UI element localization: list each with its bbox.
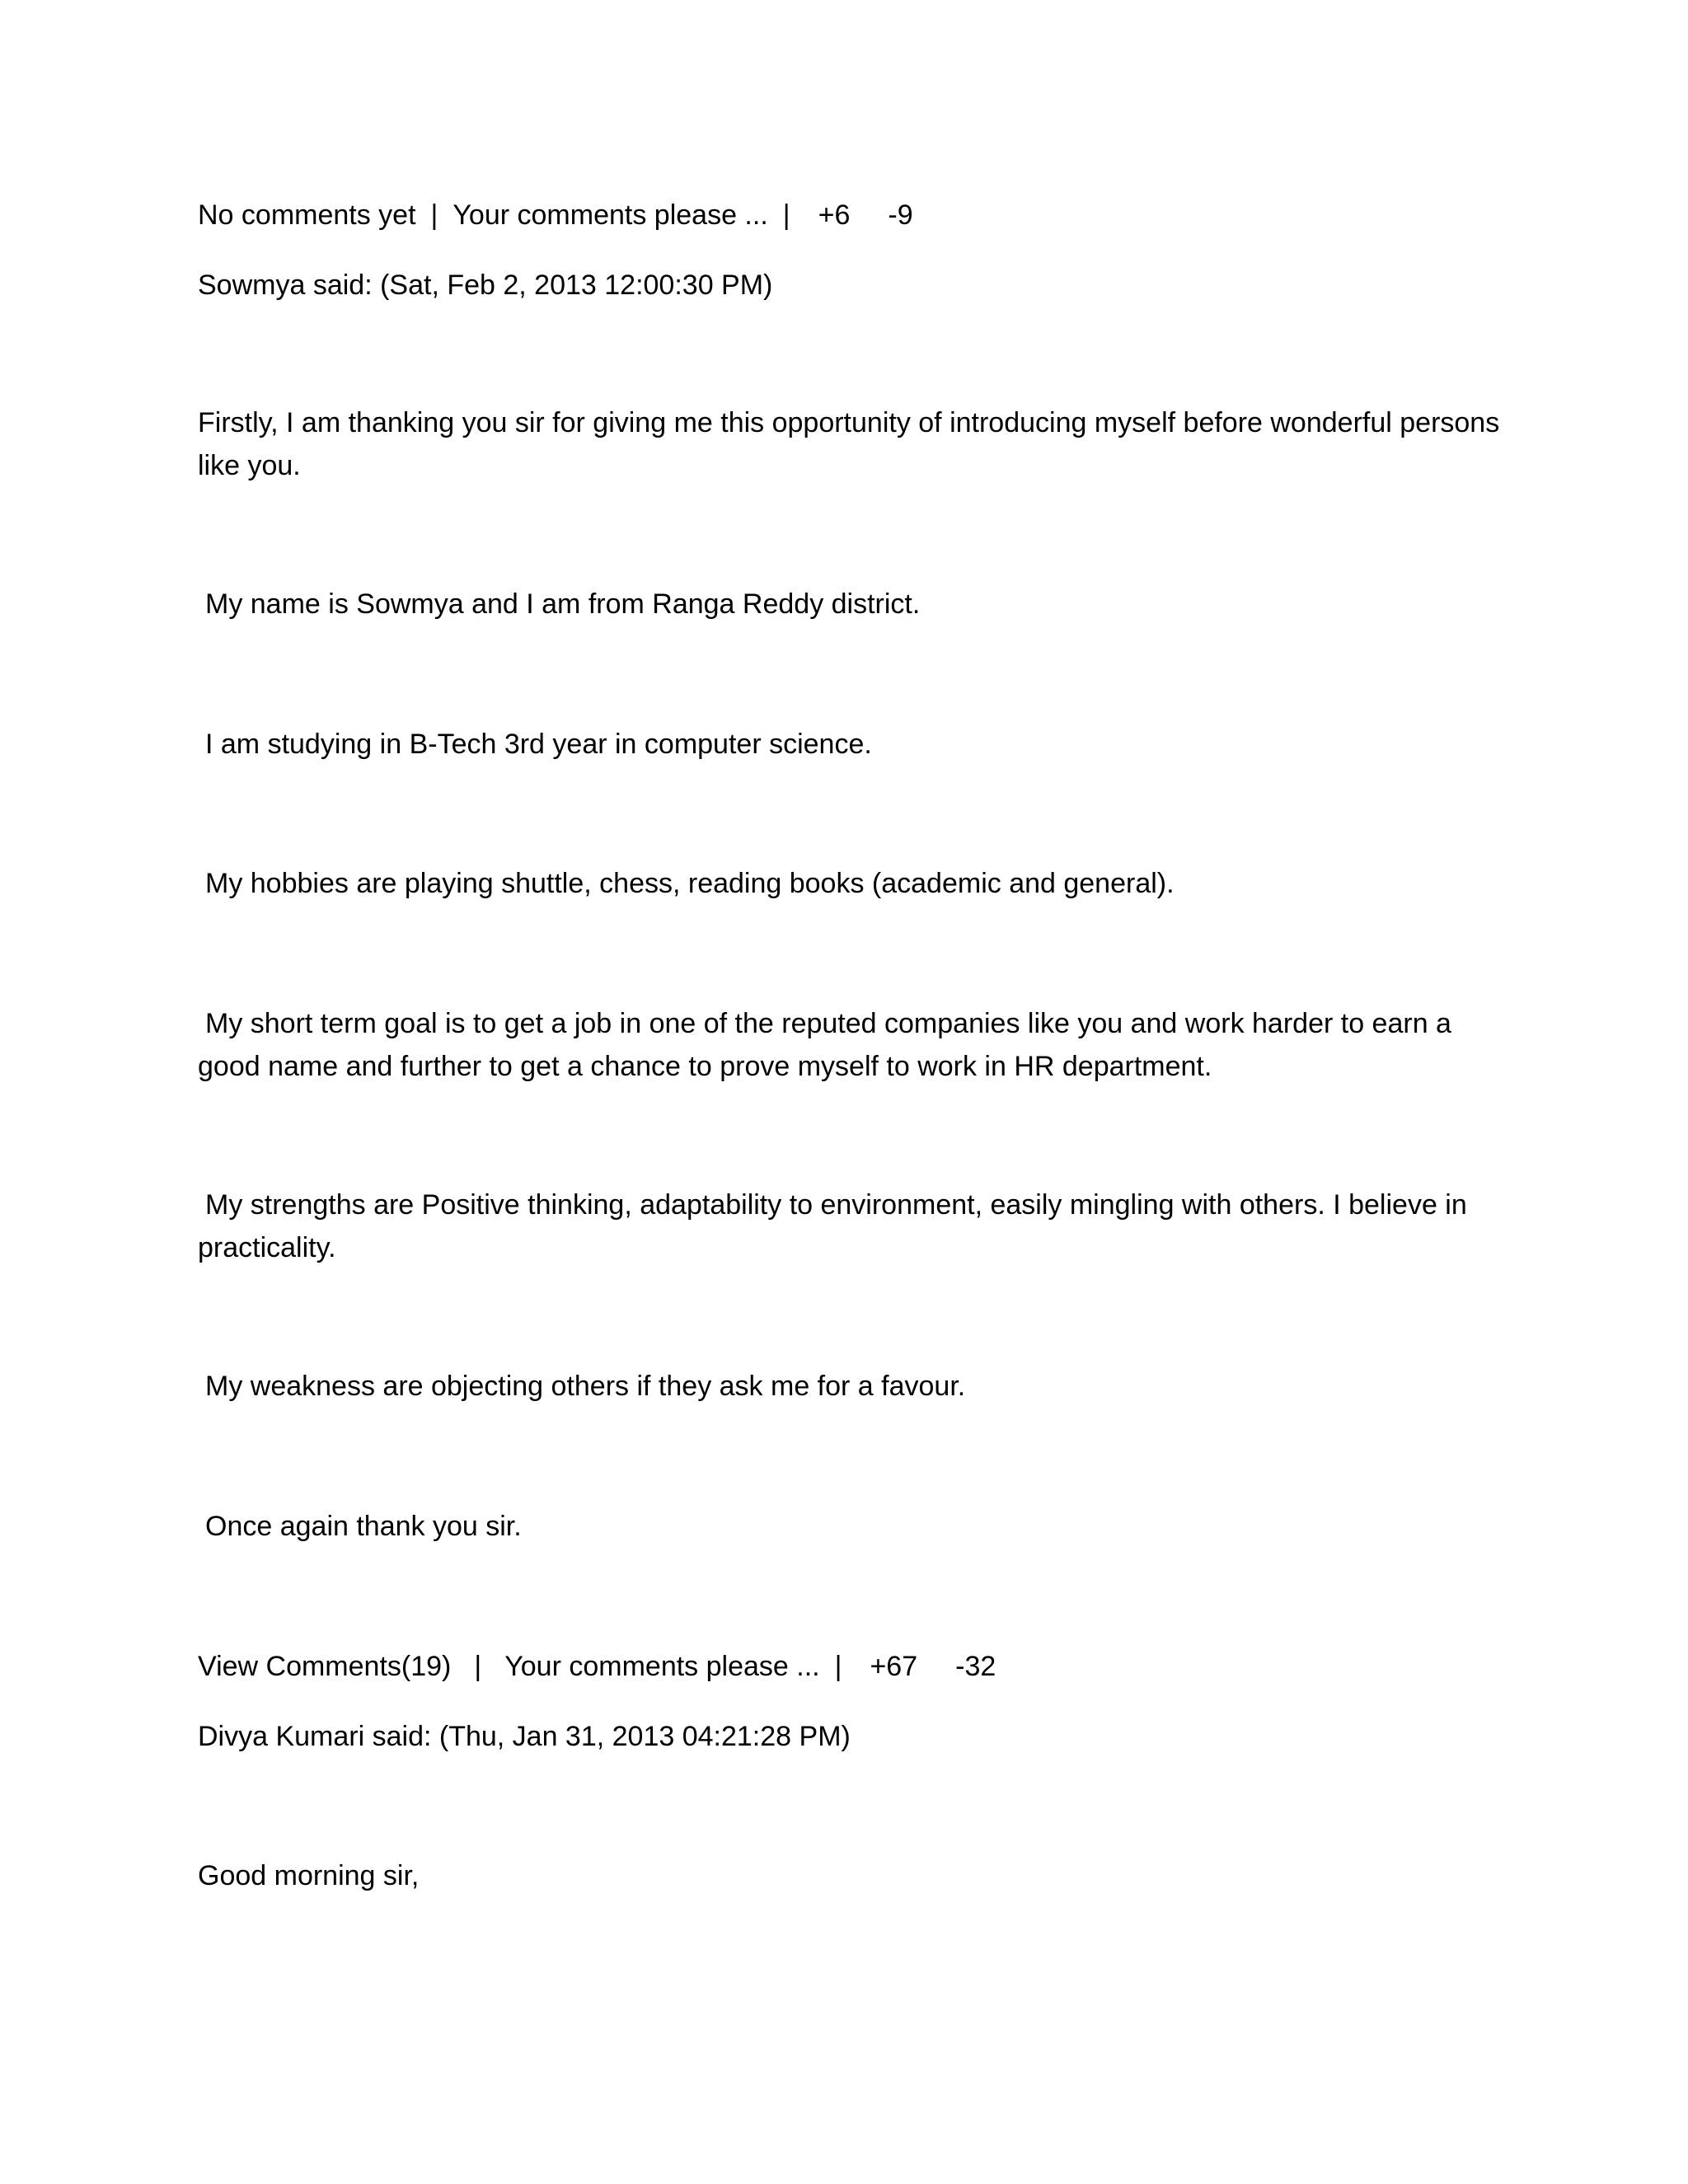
view-comments-link[interactable]: No comments yet: [198, 199, 416, 231]
comment-paragraph: My name is Sowmya and I am from Ranga Reddy district.: [205, 588, 921, 620]
meta-separator: |: [474, 1651, 482, 1682]
vote-up-button[interactable]: +67: [870, 1651, 918, 1682]
comment-meta-bar: [198, 1645, 996, 1688]
comment-paragraph: My weakness are objecting others if they ask me for a favour.: [205, 1371, 966, 1402]
vote-down-button[interactable]: -32: [955, 1651, 996, 1682]
reply-link[interactable]: Your comments please ...: [504, 1651, 820, 1682]
meta-separator: |: [430, 199, 438, 231]
vote-down-button[interactable]: -9: [888, 199, 913, 231]
comment-meta-bar: [198, 194, 913, 237]
comment-paragraph: My strengths are Positive thinking, adaptability to environment, easily mingling with others. I believe in practicality.: [198, 1189, 1467, 1263]
comment-paragraph: My short term goal is to get a job in one of the reputed companies like you and work harder to earn a good name and further to get a chance to prove myself to work in HR department.: [198, 1008, 1451, 1082]
comment-paragraph: Once again thank you sir.: [205, 1511, 522, 1542]
meta-separator: |: [782, 199, 790, 231]
reply-link[interactable]: Your comments please ...: [452, 199, 768, 231]
vote-up-button[interactable]: +6: [818, 199, 851, 231]
meta-separator: |: [834, 1651, 842, 1682]
comment-paragraph: Good morning sir,: [198, 1860, 420, 1891]
comment-author-line: Divya Kumari said: (Thu, Jan 31, 2013 04:21:28 PM): [198, 1721, 851, 1752]
comment-paragraph: My hobbies are playing shuttle, chess, reading books (academic and general).: [205, 868, 1175, 899]
comment-paragraph: Firstly, I am thanking you sir for giving me this opportunity of introducing myself before wonderful persons like you.: [198, 407, 1500, 481]
comment-paragraph: I am studying in B-Tech 3rd year in computer science.: [205, 729, 872, 760]
view-comments-link[interactable]: View Comments(19): [198, 1651, 452, 1682]
comment-author-line: Sowmya said: (Sat, Feb 2, 2013 12:00:30 PM): [198, 269, 773, 301]
